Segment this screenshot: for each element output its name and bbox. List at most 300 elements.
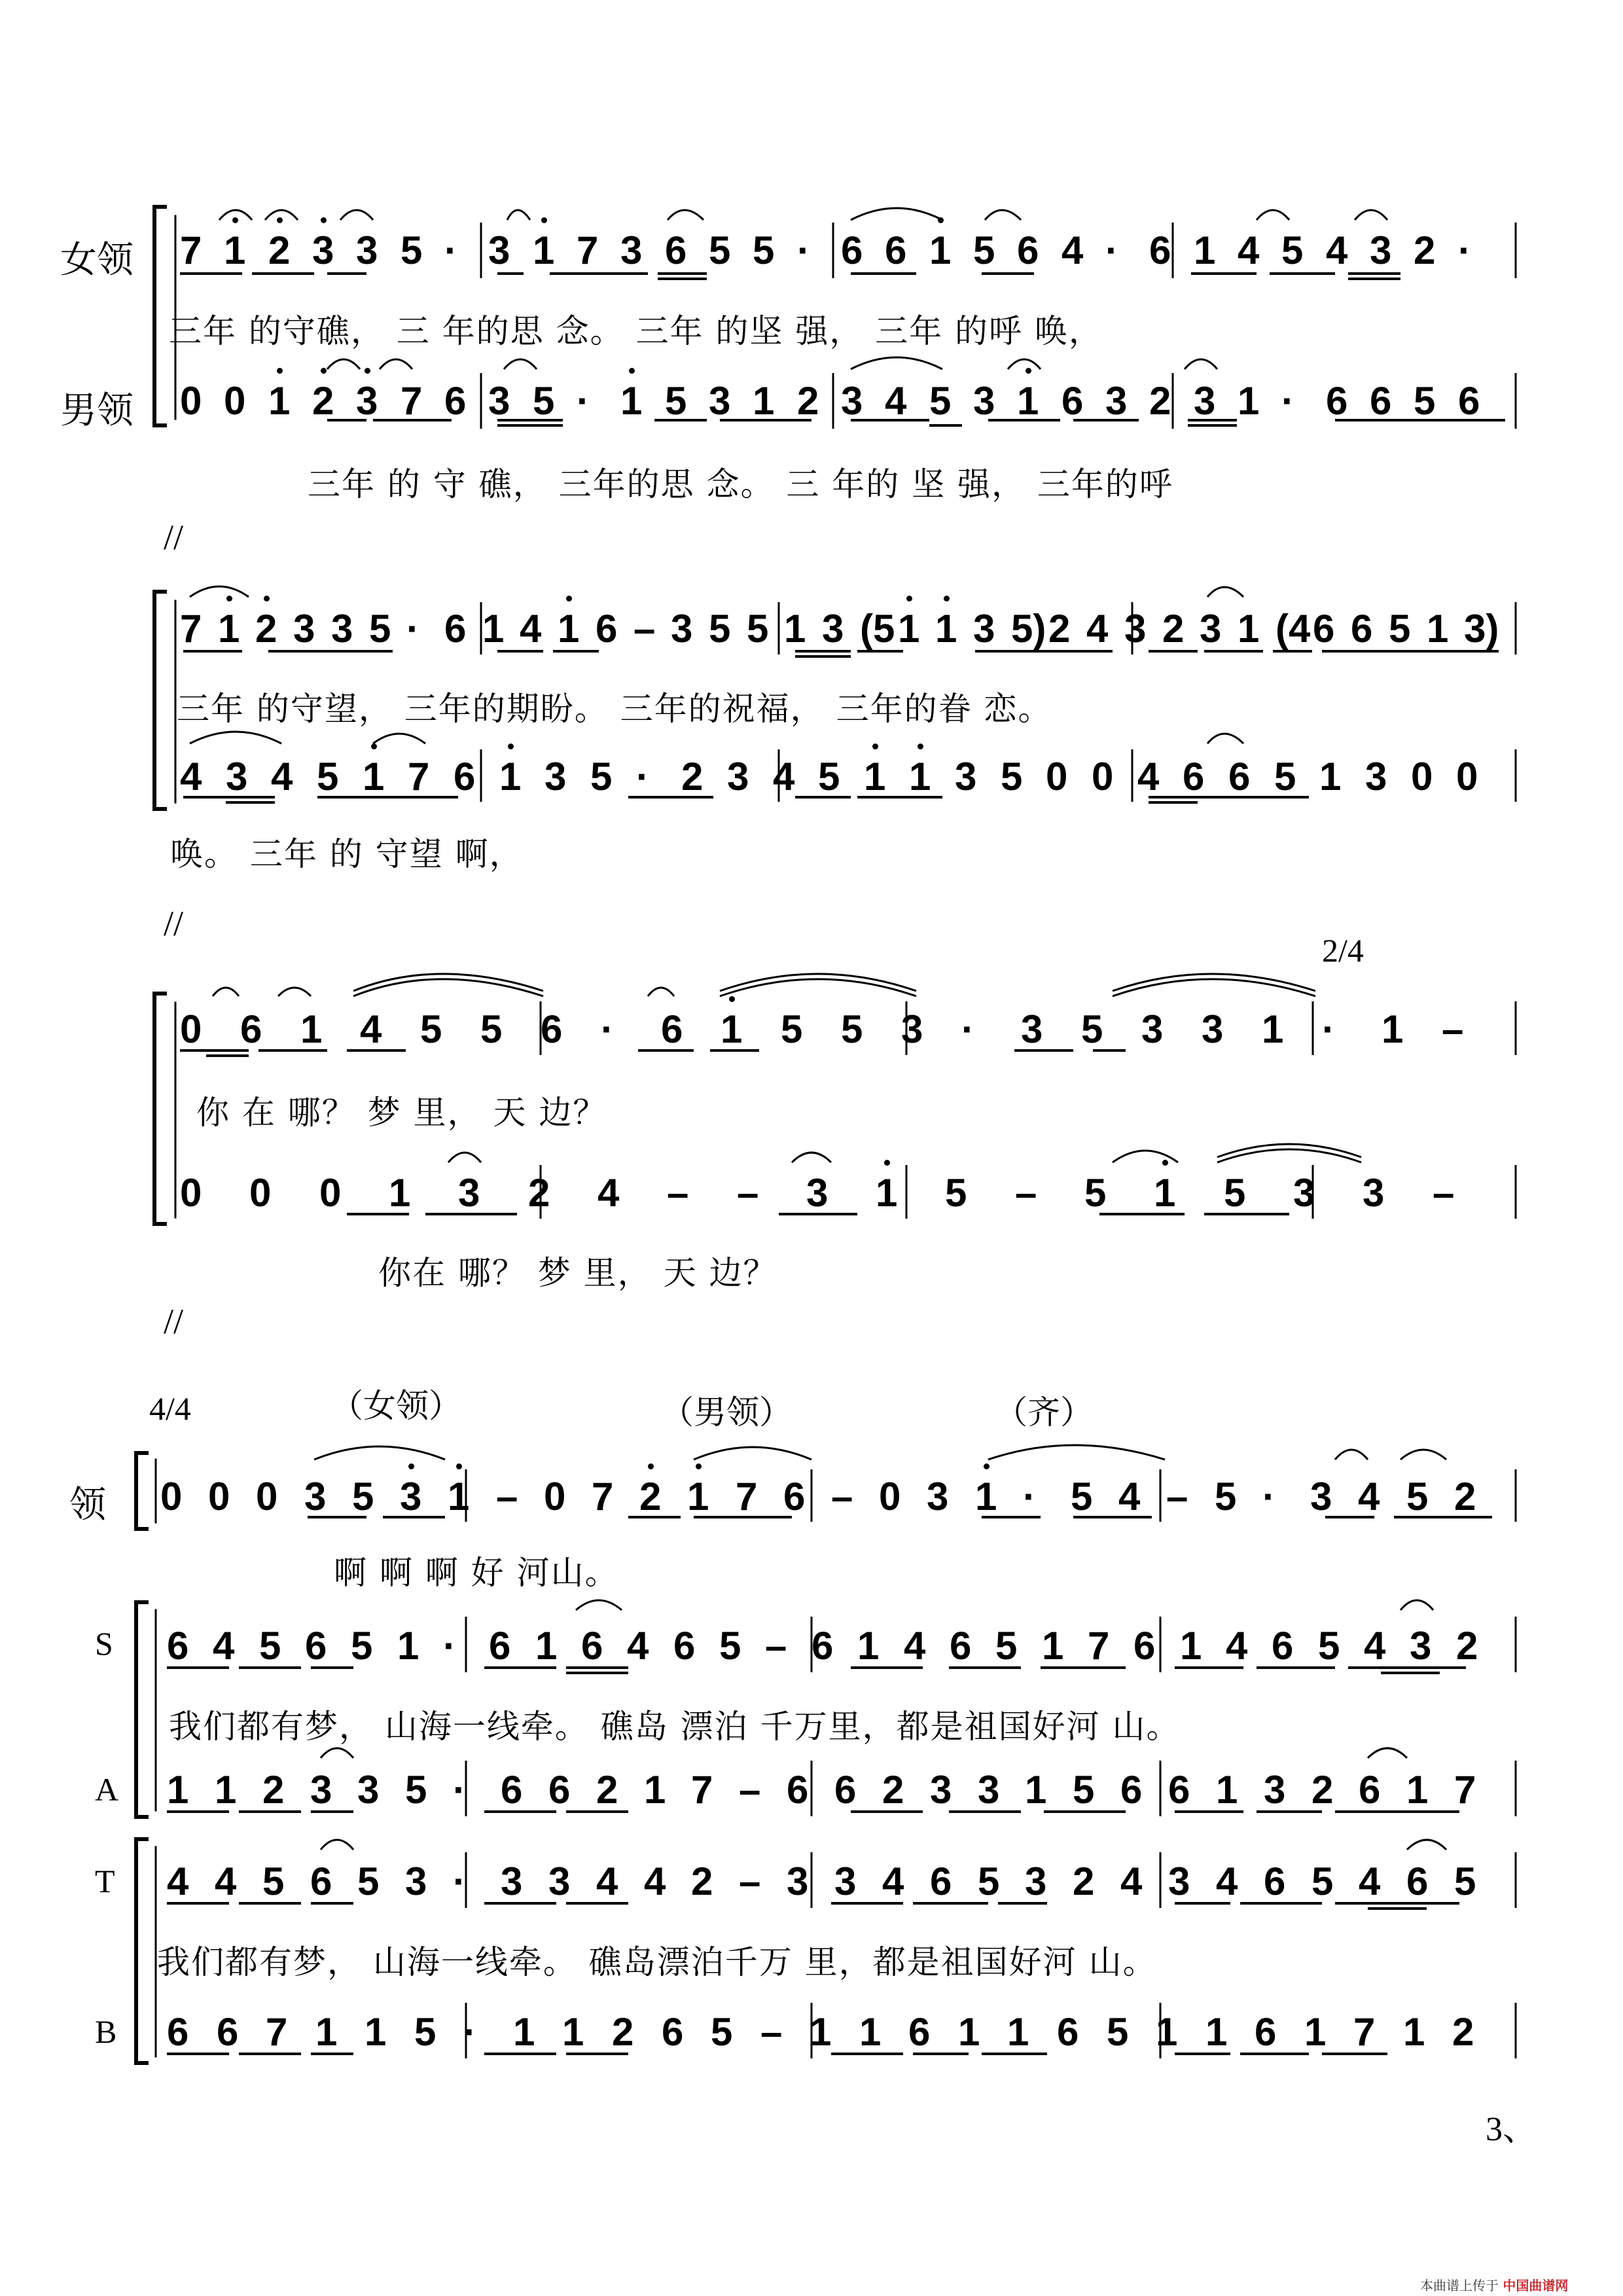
note: 5 [533, 379, 555, 423]
note: 5 [1454, 1859, 1476, 1903]
note: 1 [958, 2010, 980, 2054]
note: 1 [753, 379, 775, 423]
note: 6 [950, 1624, 972, 1668]
note: · [463, 2010, 476, 2054]
note: 6 [548, 1768, 571, 1812]
octave-dot [1162, 1160, 1168, 1166]
note: 6 [1351, 607, 1373, 651]
note: 4 [1137, 755, 1160, 798]
note: 4 [597, 1171, 620, 1215]
note: 0 [208, 1475, 230, 1518]
note: 1 [215, 1768, 237, 1812]
note: 5 [1406, 1475, 1429, 1518]
note: 3 [1200, 607, 1222, 651]
note: 6 [1313, 607, 1335, 651]
note: 7 [691, 1768, 713, 1812]
note: – [633, 607, 656, 651]
note: 1 [864, 747, 885, 806]
note: 4 [596, 1859, 618, 1903]
octave-dot [277, 368, 283, 374]
note: 2 [255, 600, 277, 658]
note: · [797, 228, 810, 272]
note: 6 [1458, 379, 1480, 423]
note: 6 [787, 1768, 809, 1812]
note: 5 [369, 607, 391, 651]
part-label-female-lead: 女领 [60, 239, 134, 281]
note: 2 [528, 1171, 550, 1215]
note: 3 [1293, 1171, 1315, 1215]
note: 4 [167, 1859, 189, 1903]
note: 3 [834, 1859, 857, 1903]
note: 1 [1194, 228, 1216, 272]
note: 3 [544, 755, 567, 798]
note: · [453, 1768, 466, 1812]
note: 6 [1149, 228, 1171, 272]
note: 1 [1205, 2010, 1228, 2054]
note: 1 [721, 1000, 742, 1059]
note: 0 [180, 1007, 202, 1051]
note: 4 [1238, 228, 1260, 272]
note: 0 [1456, 755, 1478, 798]
note: 5 [665, 379, 687, 423]
note: 2 [1454, 1475, 1476, 1518]
note: 3 [1202, 1007, 1224, 1051]
lyric-line: 啊 啊 啊 好 河山。 [334, 1554, 619, 1592]
note: 1 [620, 372, 642, 431]
note: 3 [1363, 1171, 1385, 1215]
note: 0 [1411, 755, 1433, 798]
octave-dot [884, 1160, 890, 1166]
note: 6 [1168, 1768, 1190, 1812]
section-slash: // [164, 1302, 184, 1341]
note: 2 [691, 1859, 713, 1903]
note: 0 [1046, 755, 1068, 798]
section-slash: // [164, 904, 184, 943]
note: 1 [363, 747, 384, 806]
note: 5 [1215, 1475, 1237, 1518]
note: · [1458, 228, 1471, 272]
footer-prefix: 本曲谱上传于 [1420, 2278, 1499, 2293]
octave-dot [365, 368, 370, 374]
note: 4 [773, 755, 795, 798]
note: 4 [1226, 1624, 1248, 1668]
note: 3 [1021, 1007, 1043, 1051]
note: 7 [1353, 2010, 1376, 2054]
note: 5 [709, 228, 731, 272]
note: 2 [312, 372, 334, 431]
note: 7 [180, 607, 202, 651]
note: 3 [310, 1768, 332, 1812]
note: 1 [1156, 2010, 1178, 2054]
note: 4 [1118, 1475, 1141, 1518]
time-signature: 4/4 [149, 1390, 191, 1427]
note: 3 [501, 1859, 523, 1903]
note: – [1015, 1171, 1037, 1215]
note: 3 [620, 228, 643, 272]
note: 7 [1454, 1768, 1476, 1812]
notation-row [180, 372, 1502, 431]
note: 3 [806, 1171, 829, 1215]
notation-row [167, 1617, 1502, 1676]
note: 1 [975, 1467, 997, 1526]
note: 1 [448, 1467, 469, 1526]
note: 5 [405, 1768, 427, 1812]
note: 6 [1120, 1768, 1143, 1812]
note: 5 [818, 755, 840, 798]
note: 5 [1311, 1859, 1334, 1903]
note: 4 [1061, 228, 1084, 272]
notation-row [180, 1000, 1502, 1059]
note: 4 [644, 1859, 666, 1903]
note: 5 [1389, 607, 1411, 651]
note: 5 [1274, 755, 1296, 798]
note: 6 [240, 1007, 262, 1051]
note: 1 [1180, 1624, 1202, 1668]
note: 1 [482, 607, 505, 651]
note: 2 [1073, 1859, 1095, 1903]
note: 6 [1133, 1624, 1156, 1668]
note: 0 [160, 1475, 183, 1518]
note: 2 [1311, 1768, 1334, 1812]
note: 0 [224, 379, 246, 423]
note: 5 [1318, 1624, 1340, 1668]
octave-dot [984, 1463, 990, 1469]
note: 5 [945, 1171, 967, 1215]
note: 6 [167, 2010, 189, 2054]
note: 5) [1011, 607, 1046, 651]
note: 1 [1238, 379, 1260, 423]
note: 1 [1216, 1768, 1238, 1812]
octave-dot [729, 996, 735, 1002]
note: 5 [841, 1007, 863, 1051]
lyric-line: 唤。 三年 的 守望 啊， [170, 835, 524, 873]
note: 6 [1255, 2010, 1277, 2054]
octave-dot [906, 596, 912, 601]
note: 5 [781, 1007, 803, 1051]
note: 4 [1364, 1624, 1386, 1668]
note: 2 [1162, 607, 1185, 651]
lyric-line: 三年 的守礁， 三 年的思 念。 三年 的坚 强， 三年 的呼 唤， [169, 312, 1103, 350]
note: – [739, 1768, 761, 1812]
note: 2 [639, 1467, 661, 1526]
octave-dot [944, 596, 950, 601]
note: 4 [904, 1624, 926, 1668]
note: 6 [908, 2010, 931, 2054]
note: 5 [929, 379, 952, 423]
note: 7 [736, 1475, 758, 1518]
note: 6 [305, 1624, 327, 1668]
note: 5 [352, 1475, 374, 1518]
octave-dot [566, 596, 572, 601]
note: 2 [882, 1768, 904, 1812]
note: 5 [973, 228, 995, 272]
note: 4 [627, 1624, 649, 1668]
note: 2 [1149, 379, 1171, 423]
note: 6 [1406, 1859, 1429, 1903]
note: 4 [360, 1007, 382, 1051]
note: 5 [401, 228, 423, 272]
note: – [667, 1171, 689, 1215]
note: · [1281, 379, 1294, 423]
note: 5 [1071, 1475, 1093, 1518]
note: 6 [217, 2010, 239, 2054]
note: – [737, 1171, 759, 1215]
note: 3 [927, 1475, 949, 1518]
note: 1 [513, 2010, 535, 2054]
note: · [444, 228, 457, 272]
page-number: 3、 [1486, 2111, 1537, 2148]
notation-row [180, 221, 1502, 280]
note: 5 [1107, 2010, 1129, 2054]
note: 0 [1092, 755, 1114, 798]
note: 6 [1061, 379, 1084, 423]
note: 4 [1120, 1859, 1143, 1903]
note: 5 [1084, 1171, 1107, 1215]
note: 3 [304, 1475, 327, 1518]
octave-dot [1026, 368, 1031, 374]
note: 3 [727, 755, 749, 798]
note: 3 [1310, 1475, 1332, 1518]
note: 6 [661, 1007, 683, 1051]
note: 6 [489, 1624, 511, 1668]
note: 7 [401, 379, 423, 423]
note: 3 [978, 1768, 1000, 1812]
note: 6 [501, 1768, 523, 1812]
note: 3 [1410, 1624, 1432, 1668]
note: 1 [1406, 1768, 1429, 1812]
note: 6 [1183, 755, 1205, 798]
note: · [406, 607, 419, 651]
note: 2 [797, 379, 819, 423]
note: 1 [218, 600, 240, 658]
note: 6 [167, 1624, 189, 1668]
part-label-tenor: T [95, 1863, 115, 1899]
note: 6 [541, 1007, 563, 1051]
note: 2 [268, 221, 290, 280]
note: 5 [995, 1624, 1018, 1668]
note: 6 [783, 1475, 806, 1518]
note: 4 [1358, 1475, 1380, 1518]
octave-dot [226, 596, 232, 601]
note: 3 [1141, 1007, 1164, 1051]
note: · [1105, 228, 1118, 272]
note: 6 [1264, 1859, 1286, 1903]
part-label-alto: A [95, 1771, 119, 1808]
octave-dot [321, 368, 327, 374]
note: 3 [901, 1007, 923, 1051]
note: 1 [167, 1768, 189, 1812]
note: 7 [408, 755, 430, 798]
note: 7 [592, 1475, 614, 1518]
octave-dot [918, 744, 923, 749]
note: (4 [1275, 607, 1311, 651]
note: 5 [1281, 228, 1304, 272]
part-label-male-lead: 男领 [60, 389, 134, 432]
note: 0 [180, 1171, 202, 1215]
note: 6 [1057, 2010, 1079, 2054]
note: 3 [1194, 379, 1216, 423]
note: 5 [711, 2010, 733, 2054]
note: 1 [876, 1164, 897, 1223]
note: 1 [1262, 1007, 1284, 1051]
note: 1 [859, 2010, 882, 2054]
note: 5 [414, 2010, 437, 2054]
note: 5 [357, 1859, 380, 1903]
note: 1 [687, 1467, 709, 1526]
note: 1 [499, 747, 521, 806]
note: · [1262, 1475, 1275, 1518]
note: 5 [709, 607, 731, 651]
note: 5 [1224, 1171, 1246, 1215]
section-slash: // [164, 518, 184, 557]
notation-row [180, 1164, 1502, 1223]
note: 3 [356, 228, 378, 272]
note: 3 [293, 607, 315, 651]
note: 1 [935, 600, 957, 658]
note: 7 [266, 2010, 288, 2054]
note: · [443, 1624, 456, 1668]
note: 3 [226, 755, 248, 798]
note: 1 [1238, 607, 1260, 651]
note: · [453, 1859, 466, 1903]
note: 5 [480, 1007, 503, 1051]
note: 1 [909, 747, 931, 806]
note: 3 [405, 1859, 427, 1903]
note: 3 [356, 372, 378, 431]
note: 0 [544, 1475, 566, 1518]
note: 3 [955, 755, 977, 798]
note: 2 [1456, 1624, 1478, 1668]
footer-brand: 中国曲谱网 [1503, 2278, 1569, 2293]
note: 3 [1124, 607, 1147, 651]
note: 3 [548, 1859, 571, 1903]
octave-dot [456, 1463, 462, 1469]
time-signature: 2/4 [1322, 932, 1364, 969]
note: 3 [488, 379, 510, 423]
note: – [496, 1475, 518, 1518]
note: 7 [577, 228, 599, 272]
note: 1 [315, 2010, 338, 2054]
note: 6 [1370, 379, 1392, 423]
notation-row [167, 2003, 1502, 2062]
part-label-lead: 领 [69, 1484, 106, 1526]
note: 1 [397, 1624, 419, 1668]
note: 3) [1464, 607, 1499, 651]
note: 1 [1042, 1624, 1064, 1668]
note: 6 [662, 2010, 684, 2054]
note: 1 [1427, 607, 1449, 651]
note: 1 [1403, 2010, 1425, 2054]
note: 5 [259, 1624, 281, 1668]
note: 1 [1025, 1768, 1047, 1812]
note: 3 [787, 1859, 809, 1903]
note: 5 [753, 228, 775, 272]
octave-dot [508, 744, 514, 749]
note: 3 [1168, 1859, 1190, 1903]
note: 6 [454, 755, 476, 798]
note: 1 [535, 1624, 558, 1668]
note: · [1322, 1007, 1335, 1051]
note: 3 [1365, 755, 1387, 798]
note: 3 [822, 607, 844, 651]
note: 3 [458, 1171, 480, 1215]
lyric-line: 你 在 哪？ 梦 里， 天 边？ [196, 1094, 607, 1132]
cue-all: （齐） [995, 1393, 1093, 1431]
note: 6 [834, 1768, 857, 1812]
note: 3 [671, 607, 693, 651]
note: 3 [709, 379, 731, 423]
notation-row [167, 1761, 1502, 1820]
note: 1 [224, 221, 245, 280]
note: 1 [300, 1007, 323, 1051]
note: 3 [488, 228, 510, 272]
note: 5 [420, 1007, 442, 1051]
note: 1 [562, 2010, 584, 2054]
octave-dot [408, 1463, 414, 1469]
note: 1 [857, 1624, 880, 1668]
lyric-line: 我们都有梦， 山海一线牵。 礁岛漂泊千万 里，都是祖国好河 山。 [157, 1943, 1157, 1981]
note: 3 [1025, 1859, 1047, 1903]
note: 2 [1452, 2010, 1474, 2054]
notation-row [180, 747, 1502, 806]
note: 3 [331, 607, 353, 651]
note: 1 [784, 607, 806, 651]
note: 6 [841, 228, 863, 272]
note: – [1433, 1171, 1455, 1215]
note: 1 [644, 1768, 666, 1812]
note: 1 [1017, 372, 1039, 431]
lyric-line: 你在 哪？ 梦 里， 天 边？ [378, 1254, 777, 1292]
note: 6 [930, 1859, 952, 1903]
note: – [760, 2010, 783, 2054]
notation-row [160, 1467, 1502, 1526]
note: 5 [1414, 379, 1436, 423]
note: 0 [249, 1171, 272, 1215]
note: 4 [1326, 228, 1348, 272]
lyric-line: 我们都有梦， 山海一线牵。 礁岛 漂泊 千万里，都是祖国好河 山。 [169, 1708, 1181, 1746]
note: 4 [180, 755, 202, 798]
note: 3 [973, 379, 995, 423]
note: 3 [312, 221, 334, 280]
note: 3 [400, 1467, 421, 1526]
note: 6 [665, 228, 687, 272]
note: 3 [1105, 379, 1128, 423]
note: 1 [533, 221, 554, 280]
note: 4 [213, 1624, 235, 1668]
note: 6 [1272, 1624, 1294, 1668]
octave-dot [696, 1463, 702, 1469]
note: 6 [812, 1624, 834, 1668]
octave-dot [629, 368, 635, 374]
note: – [831, 1475, 853, 1518]
note: 2 [596, 1768, 618, 1812]
note: 6 [885, 228, 907, 272]
note: 0 [319, 1171, 342, 1215]
note: 5 [590, 755, 613, 798]
note: 6 [1228, 755, 1251, 798]
note: 4 [1216, 1859, 1238, 1903]
note: 1 [1154, 1164, 1175, 1223]
part-label-bass: B [95, 2013, 117, 2050]
octave-dot [232, 217, 238, 223]
note: – [1442, 1007, 1464, 1051]
octave-dot [648, 1463, 654, 1469]
note: 5 [747, 607, 769, 651]
note: 3 [973, 607, 995, 651]
lyric-line: 三年 的 守 礁， 三年的思 念。 三 年的 坚 强， 三年的呼 [308, 465, 1173, 503]
note: 2 [262, 1768, 285, 1812]
note: · [636, 755, 649, 798]
